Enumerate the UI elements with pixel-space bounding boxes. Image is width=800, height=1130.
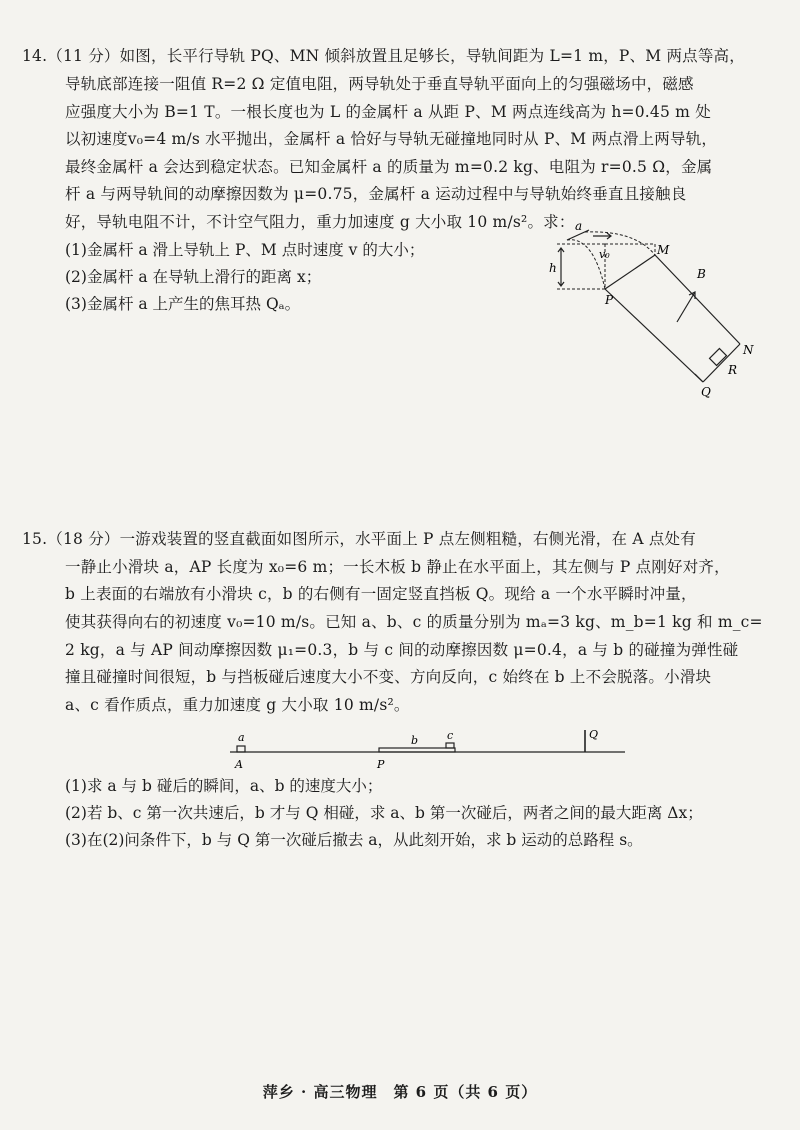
q15-line-7: a、c 看作质点，重力加速度 g 大小取 10 m/s²。 — [65, 696, 410, 714]
rail-end-q — [695, 374, 703, 382]
label-b: B — [697, 267, 706, 281]
label-a-point: A — [235, 758, 243, 771]
label-a: a — [575, 222, 583, 233]
q14-line-1: 14.（11 分）如图，长平行导轨 PQ、MN 倾斜放置且足够长，导轨间距为 L=1 m，P、M 两点等高， — [22, 47, 745, 65]
q14-line-5: 最终金属杆 a 会达到稳定状态。已知金属杆 a 的质量为 m=0.2 kg、电阻为 r=0.5 Ω，金属 — [65, 158, 713, 176]
q14-figure-incline-rails — [545, 222, 765, 402]
label-m: M — [657, 243, 670, 257]
q15-figure-track — [225, 722, 635, 782]
label-n: N — [743, 343, 754, 357]
q14-subquestion-2: (2)金属杆 a 在导轨上滑行的距离 x； — [65, 268, 322, 286]
q14-line-2: 导轨底部连接一阻值 R=2 Ω 定值电阻，两导轨处于垂直导轨平面向上的匀强磁场中，磁感 — [65, 75, 694, 93]
q15-line-6: 撞且碰撞时间很短，b 与挡板碰后速度大小不变、方向反向，c 始终在 b 上不会脱落。小滑块 — [65, 668, 712, 686]
line-pm — [605, 255, 655, 289]
label-r: R — [728, 363, 738, 377]
q15-line-3: b 上表面的右端放有小滑块 c，b 的右侧有一固定竖直挡板 Q。现给 a 一个水平瞬时冲量， — [65, 585, 697, 603]
block-a — [237, 746, 245, 752]
label-h: h — [549, 261, 557, 275]
label-a: a — [238, 731, 245, 744]
label-q: Q — [589, 728, 599, 741]
q14-subquestion-3: (3)金属杆 a 上产生的焦耳热 Qₐ。 — [65, 295, 301, 313]
b-field-arrow — [677, 292, 695, 322]
q14-line-6: 杆 a 与两导轨间的动摩擦因数为 μ=0.75，金属杆 a 运动过程中与导轨始终垂直且接触良 — [65, 185, 687, 203]
q15-line-5: 2 kg，a 与 AP 间动摩擦因数 μ₁=0.3，b 与 c 间的动摩擦因数 μ=0.4，a 与 b 的碰撞为弹性碰 — [65, 641, 739, 659]
q14-line-3: 应强度大小为 B=1 T。一根长度也为 L 的金属杆 a 从距 P、M 两点连线高为 h=0.45 m 处 — [65, 103, 711, 121]
q15-subquestion-3: (3)在(2)问条件下，b 与 Q 第一次碰后撤去 a，从此刻开始，求 b 运动的总路程 s。 — [65, 831, 643, 849]
label-q: Q — [701, 385, 711, 399]
q15-subquestion-2: (2)若 b、c 第一次共速后，b 才与 Q 相碰，求 a、b 第一次碰后，两者之间的最大距离 Δx； — [65, 804, 703, 822]
q15-subquestion-1: (1)求 a 与 b 碰后的瞬间，a、b 的速度大小； — [65, 777, 383, 795]
label-p-point: P — [377, 758, 385, 771]
trajectory-dashed-2 — [585, 232, 655, 255]
q15-line-2: 一静止小滑块 a，AP 长度为 x₀=6 m；一长木板 b 静止在水平面上，其左侧与 P 点刚好对齐， — [65, 558, 730, 576]
q14-subquestion-1: (1)金属杆 a 滑上导轨上 P、M 点时速度 v 的大小； — [65, 241, 425, 259]
resistor-r — [710, 349, 727, 366]
label-p: P — [605, 293, 614, 307]
page-footer: 萍乡 · 高三物理 第 6 页（共 6 页） — [262, 1083, 538, 1101]
q15-line-4: 使其获得向右的初速度 v₀=10 m/s。已知 a、b、c 的质量分别为 mₐ=3 kg、m_b=1 kg 和 m_c= — [65, 613, 763, 631]
block-c — [446, 743, 454, 748]
label-b: b — [411, 734, 419, 747]
label-v0: v₀ — [599, 248, 610, 261]
q14-line-4: 以初速度v₀=4 m/s 水平抛出，金属杆 a 恰好与导轨无碰撞地同时从 P、M 两点滑上两导轨， — [65, 130, 718, 148]
q15-line-1: 15.（18 分）一游戏装置的竖直截面如图所示，水平面上 P 点左侧粗糙，右侧光滑，在 A 点处有 — [22, 530, 696, 548]
label-c: c — [447, 729, 454, 742]
board-b — [379, 748, 455, 752]
q14-line-7: 好，导轨电阻不计，不计空气阻力，重力加速度 g 大小取 10 m/s²。求： — [65, 213, 575, 231]
